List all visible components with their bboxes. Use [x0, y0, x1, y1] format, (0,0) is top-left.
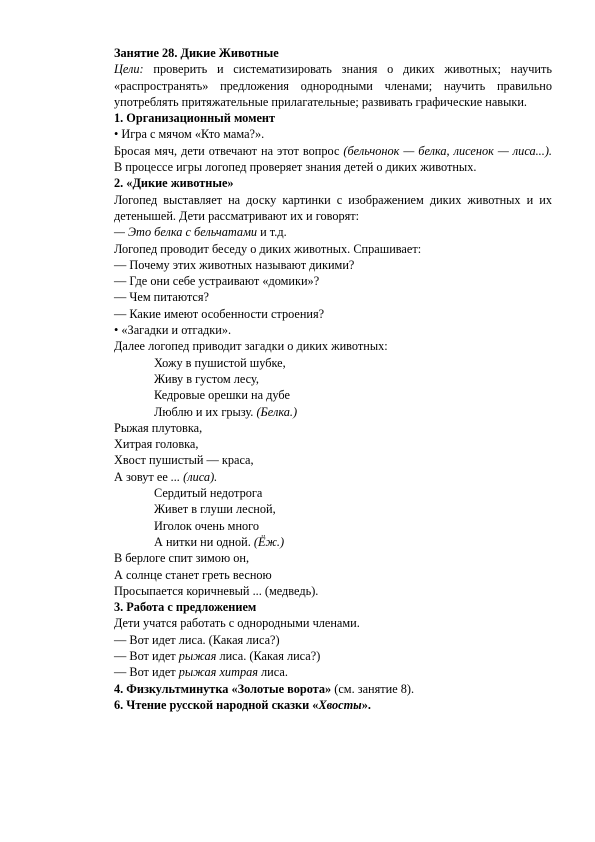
riddle-3-answer: (Ёж.)	[253, 534, 285, 549]
section-2-say-italic: — Это белка с бельчатами	[114, 225, 258, 240]
riddle-3-last	[114, 534, 552, 550]
section-4	[114, 681, 552, 697]
riddle-4-line: А солнце станет греть весною	[114, 567, 272, 582]
section-1-text-b: В процессе игры логопед проверяет знания детей о диких животных.	[114, 160, 477, 175]
question-3: — Чем питаются?	[114, 290, 209, 305]
section-3-intro: Дети учатся работать с однородными членами.	[114, 616, 360, 631]
riddle-2-line: Рыжая плутовка,	[114, 420, 203, 435]
example-3-b: лиса.	[257, 665, 288, 680]
goals-label: Цели:	[114, 62, 144, 77]
riddle-1-line: Хожу в пушистой шубке,	[154, 355, 286, 370]
question-2: — Где они себе устраивают «домики»?	[114, 274, 320, 289]
riddle-3-last-text: А нитки ни одной.	[154, 534, 254, 549]
section-1-text-a: Бросая мяч, дети отвечают на этот вопрос	[114, 143, 344, 158]
riddle-2-last-text: А зовут ее	[114, 469, 171, 484]
section-2-say	[114, 224, 552, 240]
example-2-italic: рыжая	[178, 648, 217, 663]
riddle-2-answer: ... (лиса).	[170, 469, 218, 484]
lesson-goals	[114, 61, 552, 110]
section-2-say-tail: и т.д.	[257, 225, 287, 240]
question-1: — Почему этих животных называют дикими?	[114, 257, 355, 272]
section-1-text	[114, 143, 552, 176]
section-6-heading-italic: Хвосты	[318, 697, 362, 712]
riddle-3-line: Иголок очень много	[154, 518, 260, 533]
section-1-heading: 1. Организационный момент	[114, 111, 276, 126]
example-3-italic: рыжая хитрая	[178, 665, 258, 680]
riddle-1-line: Кедровые орешки на дубе	[154, 388, 290, 403]
section-3-heading: 3. Работа с предложением	[114, 600, 257, 615]
riddle-1-last	[114, 404, 552, 420]
section-6-heading-b: ».	[361, 697, 371, 712]
example-2-b: лиса. (Какая лиса?)	[216, 648, 321, 663]
lesson-document	[114, 45, 552, 713]
example-3	[114, 664, 552, 680]
riddle-4-line: Просыпается коричневый ... (медведь).	[114, 583, 319, 598]
example-2-a: — Вот идет	[114, 648, 179, 663]
riddles-intro: Далее логопед приводит загадки о диких животных:	[114, 339, 388, 354]
riddle-3-line: Сердитый недотрога	[154, 486, 263, 501]
section-1-game: • Игра с мячом «Кто мама?».	[114, 127, 265, 142]
riddle-2-line: Хвост пушистый — краса,	[114, 453, 254, 468]
riddle-2-line: Хитрая головка,	[114, 437, 199, 452]
section-4-heading: 4. Физкультминутка «Золотые ворота»	[114, 681, 332, 696]
riddle-4-line: В берлоге спит зимою он,	[114, 551, 250, 566]
section-4-tail: (см. занятие 8).	[331, 681, 415, 696]
example-1: — Вот идет лиса. (Какая лиса?)	[114, 632, 280, 647]
riddle-1-line: Живу в густом лесу,	[154, 371, 259, 386]
riddles-item: • «Загадки и отгадки».	[114, 323, 232, 338]
question-4: — Какие имеют особенности строения?	[114, 306, 325, 321]
section-2-p1: Логопед выставляет на доску картинки с изображением диких животных и их детенышей. Дети рассматривают их и говорят:	[114, 192, 552, 223]
section-6-heading	[114, 697, 552, 713]
section-1-text-italic: (бельчонок — белка, лисенок — лиса...).	[343, 143, 552, 158]
riddle-2-last	[114, 469, 552, 485]
section-6-heading-a: 6. Чтение русской народной сказки «	[114, 697, 319, 712]
goals-text: проверить и систематизировать знания о диких животных; научить «распространять» предложения однородными членами; научить правильно употреблять притяжательные прилагательные; развивать графические навыки.	[114, 62, 552, 109]
example-3-a: — Вот идет	[114, 665, 179, 680]
riddle-1-answer: (Белка.)	[256, 404, 298, 419]
example-2	[114, 648, 552, 664]
section-2-p2: Логопед проводит беседу о диких животных. Спрашивает:	[114, 241, 422, 256]
riddle-3-line: Живет в глуши лесной,	[154, 502, 276, 517]
section-2-heading: 2. «Дикие животные»	[114, 176, 234, 191]
riddle-1-last-text: Люблю и их грызу.	[154, 404, 257, 419]
lesson-title: Занятие 28. Дикие Животные	[114, 46, 279, 60]
